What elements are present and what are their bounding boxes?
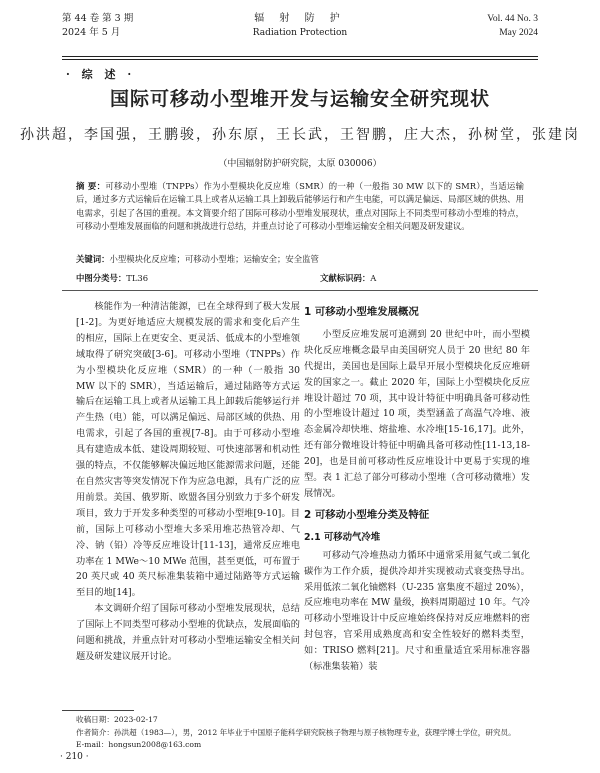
body-column-right xyxy=(304,299,530,675)
document-code xyxy=(320,272,376,284)
abstract xyxy=(76,180,524,234)
keywords-text: 小型模块化反应堆；可移动小型堆；运输安全；安全监管 xyxy=(109,254,319,264)
article-title: 国际可移动小型堆开发与运输安全研究现状 xyxy=(109,88,490,110)
vol-no: Vol. 44 No. 3 xyxy=(487,14,538,24)
month-year: May 2024 xyxy=(499,28,538,38)
abstract-label: 摘 要： xyxy=(76,181,106,191)
author-info: 作者简介：孙洪超（1983—），男，2012 年毕业于中国原子能科学研究院核子物理与原子核物理专业，获理学博士学位，研究员。 xyxy=(76,727,516,737)
header-rule-thick xyxy=(62,56,538,57)
keywords-label: 关键词： xyxy=(76,254,110,264)
running-header xyxy=(62,8,538,52)
keywords xyxy=(76,253,524,266)
doc-code-label: 文献标识码： xyxy=(320,273,371,283)
footnote-rule xyxy=(62,710,134,711)
section-heading-1: 1 可移动小型堆发展概况 xyxy=(304,306,419,318)
journal-name-cn: 辐 射 防 护 xyxy=(254,13,346,24)
body-column-left xyxy=(76,299,300,665)
received-date: 收稿日期：2023-02-17 xyxy=(76,715,158,724)
doc-code-value: A xyxy=(370,273,377,283)
year-month: 2024 年 5 月 xyxy=(62,27,121,38)
abstract-divider xyxy=(62,290,538,291)
page-number: · 210 · xyxy=(60,752,89,762)
author-email: E-mail：hongsun2008@163.com xyxy=(76,740,202,750)
clc-value: TL36 xyxy=(126,273,149,283)
footnote xyxy=(76,714,538,752)
author-list: 孙洪超，李国强，王鹏骏，孙东原，王长武，王智鹏，庄大杰，孙树堂，张建岗 xyxy=(20,127,580,143)
header-rule-thin xyxy=(62,59,538,60)
section-1-paragraph: 小型反应堆发展可追溯到 20 世纪中叶，而小型模块化反应堆概念最早由美国研究人员于 20 世纪 80 年代提出，美国也是国际上最早开展小型模块化反应堆研发的国家之一。截止 2020 年，国际上小型模块化反应堆设计超过 70 项，其中设计特征中明确具备可移动性的小型堆设计超过 10 项，类型涵盖了高温气冷堆、液态金属冷却快堆、熔盐堆、水冷堆[15-16,17]。此外，还有部分微堆设计特征中明确具备可移动性[11-13,18-20]，也是目前可移动性反应堆设计中更易于实现的堆型。表 1 汇总了部分可移动小型堆（含可移动微堆）发展情况。 xyxy=(304,328,530,499)
section-tag: · 综 述 · xyxy=(66,68,136,81)
header-right xyxy=(487,12,538,40)
volume-issue: 第 44 卷 第 3 期 xyxy=(62,13,134,24)
abstract-text: 可移动小型堆（TNPPs）作为小型模块化反应堆（SMR）的一种（一般指 30 MW 以下的 SMR），当适运输后，通过多方式运输后在运输工具上或者从运输工具上卸载后能够运行和产生电能，可以满足偏远、局部区域的供热、用电需求，引起了各国的重视。本文简要介绍了国际可移动小型堆发展现状，重点对国际上不同类型可移动小型堆的特点，可移动小型堆发展面临的问题和挑战进行总结，并重点讨论了可移动小型堆运输安全相关问题及研发建议。 xyxy=(76,181,524,232)
clc-number xyxy=(76,272,148,284)
section-heading-2: 2 可移动小型堆分类及特征 xyxy=(304,508,430,521)
intro-paragraph-2: 本文调研介绍了国际可移动小型堆发展现状，总结了国际上不同类型可移动小型堆的优缺点，发展面临的问题和挑战，并重点针对可移动小型堆运输安全相关问题及研发建议展开讨论。 xyxy=(76,603,300,662)
subsection-heading-2-1: 2.1 可移动气冷堆 xyxy=(304,531,381,543)
journal-name-en: Radiation Protection xyxy=(252,28,348,38)
header-center xyxy=(62,12,538,40)
intro-paragraph-1: 核能作为一种清洁能源，已在全球得到了极大发展[1-2]。为更好地适应大规模发展的需求和变化后产生的相应，国际上在更安全、更灵活、低成本的小型堆领域取得了研究突破[3-6]。可移动小型堆（TNPPs）作为小型模块化反应堆（SMR）的一种（一般指 30 MW 以下的 SMR），当适运输后，通过陆路等方式运输后在运输工具上或者从运输工具上卸载后能够运行并产生热（电）能，可以满足偏远、局部区域的供热、用电需求，引起了各国的重视[7-8]。由于可移动小型堆具有建造成本低、建设周期较短、可快速部署和机动性强的特点，不仅能够解决偏远地区能源需求问题，还能在自然灾害等突发情况下作为应急电源，具有广泛的应用前景。美国、俄罗斯、欧盟各国分别致力于多个研发项目，致力于开发多种类型的可移动小型堆[9-10]。目前，国际上可移动小型堆大多采用堆芯热管冷却、气冷、钠（铅）冷等反应堆设计[11-13]，通常反应堆电功率在 1 MWe～10 MWe 范围，甚至更低，可布置于 20 英尺或 40 英尺标准集装箱中通过陆路等方式运输至目的地[14]。 xyxy=(76,301,300,599)
affiliation: （中国辐射防护研究院，太原 030006） xyxy=(218,159,382,169)
clc-label: 中图分类号： xyxy=(76,273,127,283)
subsection-2-1-paragraph: 可移动气冷堆热动力循环中通常采用氦气或二氧化碳作为工作介质，提供冷却并实现被动式衰变热导出。采用低浓二氧化铀燃料（U-235 富集度不超过 20%），反应堆电功率在 MW 量级，换料周期超过 10 年。气冷可移动小型堆设计中反应堆始终保持对反应堆燃料的密封包容，官采用成熟度高和安全性较好的燃料类型，如：TRISO 燃料[21]。尺寸和重量适宜采用标准容器（标准集装箱）装 xyxy=(304,549,530,673)
